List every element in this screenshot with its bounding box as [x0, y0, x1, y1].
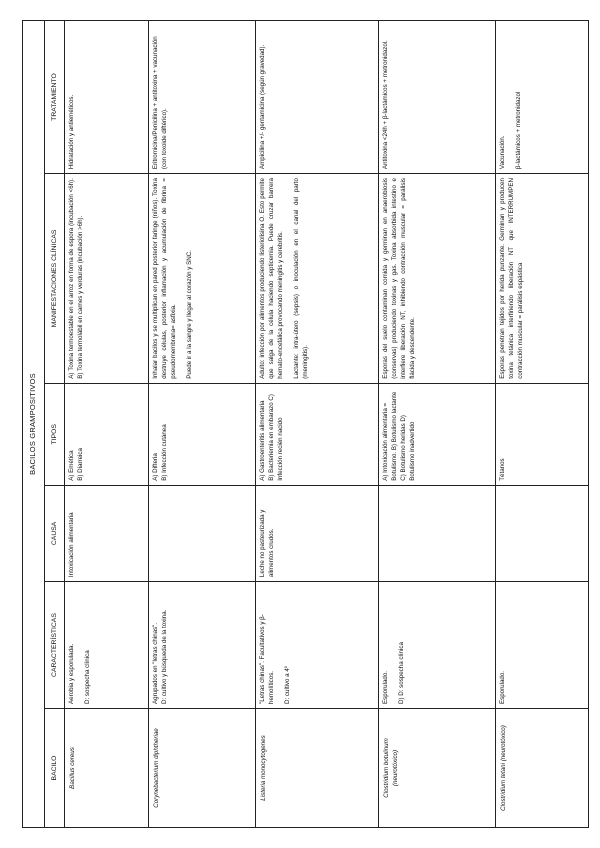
cell-bacilo	[65, 709, 149, 828]
tipo-text: B) Bacteriemia en embarazo C) Infección recién nacido	[267, 394, 284, 481]
cell-causa	[256, 485, 379, 581]
cell-causa	[496, 485, 589, 581]
manifestacion-text: Adulto: infección por alimentos produciendo listeriolisina O. Esto permite que salga de la célula haciendo septicemia. Puede cruzar barrera hemato-encefálica provocando meningitis y cerebritis.	[259, 178, 284, 379]
cell-manifestaciones	[65, 174, 149, 384]
header-tipos: TIPOS	[45, 383, 65, 485]
caracteristica-text: Aerobia y esporulada.	[68, 643, 75, 704]
cell-bacilo	[379, 709, 496, 828]
manifestacion-text: Esporas del suelo contaminan comida y germinan en anaerobiosis (conservas) produciendo toxinas y gas. Toxina absorbida intestino e interfiere liberación NT, inhibiendo contracción muscular = parálisis flácida y descendente.	[382, 178, 416, 379]
tratamiento-text: β-lactámicos + metronidazol	[514, 91, 522, 170]
bacilo-name: Corynebacterium diphtheriae	[153, 728, 160, 808]
header-manifestaciones: MANIFESTACIONES CLÍNICAS	[45, 174, 65, 384]
cell-tipos	[496, 383, 589, 485]
cell-causa	[65, 485, 149, 581]
cell-tipos	[379, 383, 496, 485]
cell-bacilo	[496, 709, 589, 828]
bacilos-table	[22, 20, 589, 828]
cell-tipos	[149, 383, 256, 485]
table-row	[496, 21, 589, 828]
cell-caracteristicas	[256, 582, 379, 709]
causa-text: Leche no pasteurizada y alimentos crudos.	[259, 509, 275, 578]
header-bacilo: BACILO	[45, 709, 65, 828]
cell-caracteristicas	[496, 582, 589, 709]
table-title: BACILOS GRAMPOSITIVOS	[23, 21, 45, 828]
cell-tratamiento	[256, 21, 379, 174]
caracteristica-text: D: cultivo y búsqueda de la toxina.	[160, 609, 168, 704]
header-tratamiento: TRATAMIENTO	[45, 21, 65, 174]
cell-bacilo	[149, 709, 256, 828]
table-row	[65, 21, 149, 828]
caracteristica-text: D) D: sospecha clínica	[397, 642, 405, 704]
tratamiento-text: Ampicilina +/- gentamicina (según gravedad).	[259, 44, 266, 170]
manifestacion-text: Lactante: intra-útero (sepsis) o inoculación en el canal del parto (meningitis).	[292, 178, 309, 379]
cell-manifestaciones	[149, 174, 256, 384]
caracteristica-text: Esporulado.	[499, 670, 506, 704]
tipo-text: A) Gastroenteritis alimentaria	[259, 400, 266, 481]
cell-caracteristicas	[149, 582, 256, 709]
bacilo-name: Bacillus cereus	[69, 747, 76, 789]
tipo-text: A) Emética	[68, 450, 75, 481]
caracteristica-text: D: cultivo a 4º	[283, 665, 291, 704]
cell-causa	[149, 485, 256, 581]
tipo-text: B) Diarreica	[76, 448, 84, 481]
tipo-text: A) Intoxicación alimentaria = Botulismo. B) Botulismo lactante C) Botulismo heridas D) Botulismo inadvertido	[382, 391, 416, 481]
cell-manifestaciones	[379, 174, 496, 384]
cell-causa	[379, 485, 496, 581]
header-row	[45, 21, 65, 828]
cell-manifestaciones	[256, 174, 379, 384]
cell-tratamiento	[379, 21, 496, 174]
caracteristica-text: D: sospecha clínica	[83, 650, 91, 704]
cell-tratamiento	[496, 21, 589, 174]
manifestacion-text: A) Toxina termoestable en el arroz en forma de espora (incubación <6h). B) Toxina termolábil en carnes y verduras (incubación >6h).	[68, 178, 84, 379]
tratamiento-text: Eritromicina/Penicilina + antitoxina + vacunación (con toxoide diftérico).	[152, 36, 168, 170]
cell-manifestaciones	[496, 174, 589, 384]
table-row	[379, 21, 496, 828]
cell-caracteristicas	[65, 582, 149, 709]
cell-caracteristicas	[379, 582, 496, 709]
cell-tipos	[65, 383, 149, 485]
rotated-page	[22, 20, 578, 828]
cell-tratamiento	[65, 21, 149, 174]
tratamiento-text: Vacunación.	[499, 135, 506, 170]
table-row	[256, 21, 379, 828]
causa-text: Intoxicación alimentaria	[68, 512, 75, 578]
tratamiento-text: Hidratación y antieméticos.	[68, 94, 75, 170]
manifestacion-text: Esporas penetran tejidos por herida punzante. Germinan y producen toxina tetánica interfiriendo liberación NT que INTERRUMPEN contracción muscular = parálisis espástica	[499, 178, 524, 379]
cell-tipos	[256, 383, 379, 485]
manifestacion-text: Inhalar bacilos y se multiplican en pared posterior faringe (niños). Toxina destruye células, posterior inflamación y acumulación de fibrina = pseudomembrana= asfixia.	[152, 178, 177, 379]
bacilo-name: Listeria monocytogenes	[260, 735, 267, 801]
cell-bacilo	[256, 709, 379, 828]
title-row	[23, 21, 45, 828]
caracteristica-text: Esporulado.	[382, 670, 389, 704]
tipo-text: B) Infección cutánea	[160, 424, 168, 481]
tratamiento-text: Antitoxina <24h + β-lactámicos + metronidazol.	[382, 40, 389, 170]
manifestacion-text: Puede ir a la sangre y llegar al corazón y SNC.	[185, 250, 193, 379]
table-row	[149, 21, 256, 828]
tipo-text: A) Difteria	[152, 453, 159, 481]
caracteristica-text: "Letras chinas". Facultativos y β-hemolíticos.	[259, 614, 275, 704]
tipo-text: Tétanos	[499, 458, 506, 481]
bacilo-name: Clostridium tetani (neurotóxico)	[500, 725, 507, 811]
cell-tratamiento	[149, 21, 256, 174]
header-caracteristicas: CARACTERÍSTICAS	[45, 582, 65, 709]
header-causa: CAUSA	[45, 485, 65, 581]
bacilo-name: Clostridium botulinum	[383, 738, 390, 798]
bacilo-note: (neurotóxico)	[391, 749, 399, 787]
caracteristica-text: Agrupados en "letras chinas".	[152, 622, 159, 704]
